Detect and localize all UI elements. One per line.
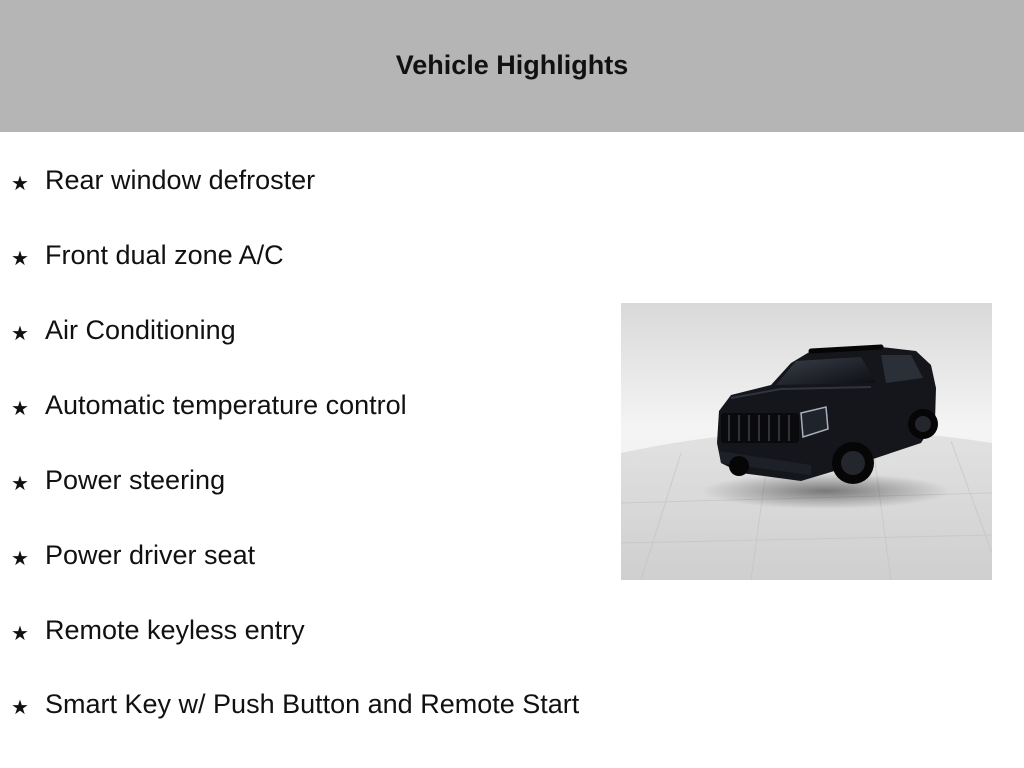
feature-label: Power steering xyxy=(45,465,226,495)
feature-label: Remote keyless entry xyxy=(45,615,305,645)
feature-label: Smart Key w/ Push Button and Remote Start xyxy=(45,689,580,719)
star-icon: ★ xyxy=(11,171,29,195)
star-icon: ★ xyxy=(11,546,29,570)
feature-label: Air Conditioning xyxy=(45,315,236,345)
star-icon: ★ xyxy=(11,695,29,719)
star-icon: ★ xyxy=(11,471,29,495)
page-title: Vehicle Highlights xyxy=(395,49,629,80)
feature-label: Automatic temperature control xyxy=(45,390,407,420)
star-icon: ★ xyxy=(11,621,29,645)
feature-label: Front dual zone A/C xyxy=(45,240,284,270)
star-icon: ★ xyxy=(11,321,29,345)
star-icon: ★ xyxy=(11,396,29,420)
header-bar xyxy=(0,0,1024,132)
star-icon: ★ xyxy=(11,246,29,270)
vehicle-photo xyxy=(621,303,992,580)
feature-label: Power driver seat xyxy=(45,540,256,570)
feature-label: Rear window defroster xyxy=(45,165,316,195)
